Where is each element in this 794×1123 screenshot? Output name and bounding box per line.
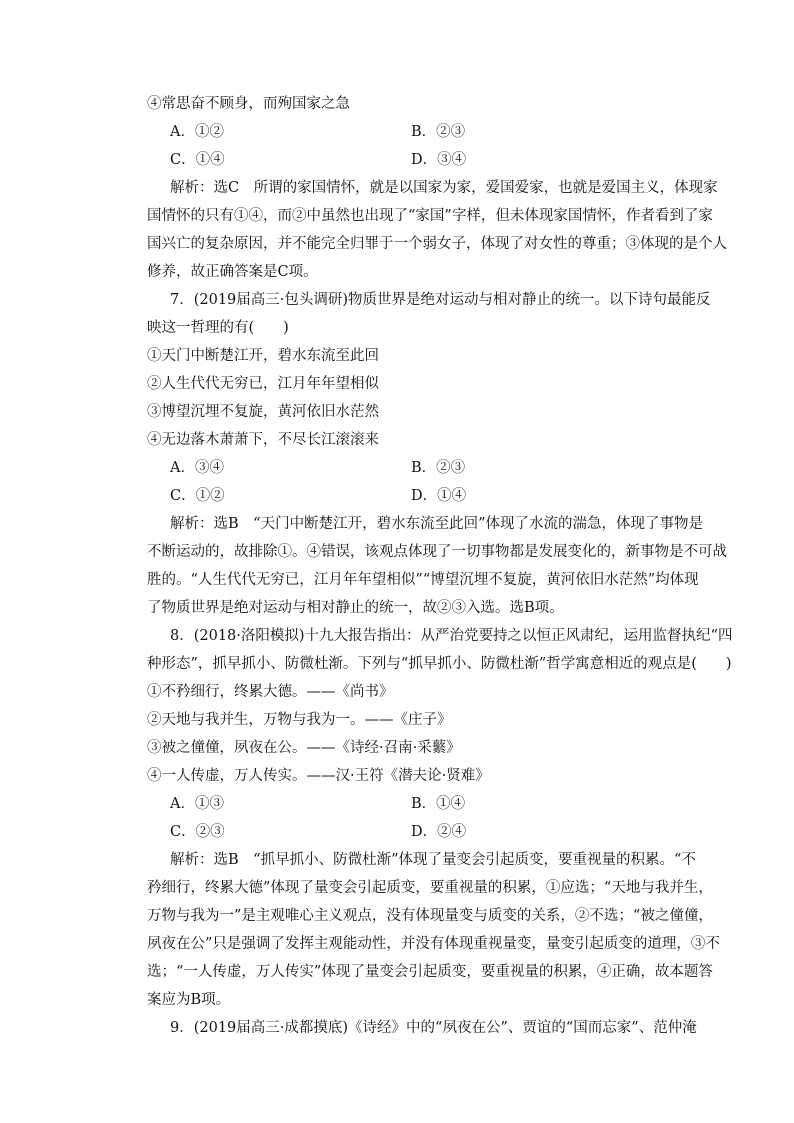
q6-option-a: A．①② xyxy=(170,124,224,140)
q7-item: ③博望沉埋不复旋，黄河依旧水茫然 xyxy=(147,404,379,420)
q6-option-b: B．②③ xyxy=(411,124,466,140)
q8-item: ①不矜细行，终累大德。——《尚书》 xyxy=(147,684,394,700)
q7-analysis-line: 胜的。“人生代代无穷已，江月年年望相似”“博望沉埋不复旋，黄河依旧水茫然”均体现 xyxy=(147,572,699,588)
q8-option-a: A．①③ xyxy=(170,796,224,812)
q9-stem-line: 9．(2019届高三·成都摸底)《诗经》中的“夙夜在公”、贾谊的“国而忘家”、范仲淹 xyxy=(170,1020,697,1036)
q8-analysis-line: 案应为B项。 xyxy=(147,992,231,1008)
q8-analysis-line: 夙夜在公”只是强调了发挥主观能动性，并没有体现重视量变，量变引起质变的道理，③不 xyxy=(147,936,720,952)
q8-analysis-line: 矜细行，终累大德”体现了量变会引起质变，要重视量的积累，①应选；“天地与我并生， xyxy=(147,880,713,896)
q6-option-d: D．③④ xyxy=(411,152,467,168)
q7-item: ②人生代代无穷已，江月年年望相似 xyxy=(147,376,379,392)
q7-stem-line: 7．(2019届高三·包头调研)物质世界是绝对运动与相对静止的统一。以下诗句最能反 xyxy=(170,292,711,308)
q7-item: ①天门中断楚江开，碧水东流至此回 xyxy=(147,348,379,364)
q7-stem-line: 映这一哲理的有( ) xyxy=(147,320,289,336)
q6-analysis-line: 修养，故正确答案是C项。 xyxy=(147,264,318,280)
q7-option-b: B．②③ xyxy=(411,460,466,476)
q8-analysis-line: 万物与我为一”是主观唯心主义观点，没有体现量变与质变的关系，②不选；“被之僮僮， xyxy=(147,908,713,924)
q7-option-d: D．①④ xyxy=(411,488,467,504)
q8-analysis-line: 选；“一人传虚，万人传实”体现了量变会引起质变，要重视量的积累，④正确，故本题答 xyxy=(147,964,713,980)
q8-stem-line: 8．(2018·洛阳模拟)十九大报告指出：从严治党要持之以恒正风肃纪，运用监督执纪“四 xyxy=(170,628,733,644)
q7-analysis-line: 不断运动的，故排除①。④错误，该观点体现了一切事物都是发展变化的，新事物是不可战 xyxy=(147,544,727,560)
q6-option-c: C．①④ xyxy=(170,152,225,168)
q8-option-c: C．②③ xyxy=(170,824,225,840)
q8-item: ④一人传虚，万人传实。——汉·王符《潜夫论·贤难》 xyxy=(147,768,490,784)
q8-item: ②天地与我并生，万物与我为一。——《庄子》 xyxy=(147,712,452,728)
q7-analysis-line: 了物质世界是绝对运动与相对静止的统一，故②③入选。选B项。 xyxy=(147,600,564,616)
q7-analysis-line: 解析：选B “天门中断楚江开，碧水东流至此回”体现了水流的湍急，体现了事物是 xyxy=(170,516,703,532)
q7-item: ④无边落木萧萧下，不尽长江滚滚来 xyxy=(147,432,379,448)
q6-analysis-line: 解析：选C 所谓的家国情怀，就是以国家为家，爱国爱家，也就是爱国主义，体现家 xyxy=(170,180,718,196)
q8-analysis-line: 解析：选B “抓早抓小、防微杜渐”体现了量变会引起质变，要重视量的积累。“不 xyxy=(170,852,696,868)
q8-stem-line: 种形态”，抓早抓小、防微杜渐。下列与“抓早抓小、防微杜渐”哲学寓意相近的观点是( ) xyxy=(147,656,732,672)
q7-option-c: C．①② xyxy=(170,488,225,504)
q6-analysis-line: 国兴亡的复杂原因，并不能完全归罪于一个弱女子，体现了对女性的尊重；③体现的是个人 xyxy=(147,236,727,252)
q6-item-4: ④常思奋不顾身，而殉国家之急 xyxy=(147,96,350,112)
q8-option-d: D．②④ xyxy=(411,824,467,840)
q7-option-a: A．③④ xyxy=(170,460,224,476)
q8-item: ③被之僮僮，夙夜在公。——《诗经·召南·采蘩》 xyxy=(147,740,461,756)
q6-analysis-line: 国情怀的只有①④，而②中虽然也出现了“家国”字样，但未体现家国情怀，作者看到了家 xyxy=(147,208,713,224)
q8-option-b: B．①④ xyxy=(411,796,466,812)
